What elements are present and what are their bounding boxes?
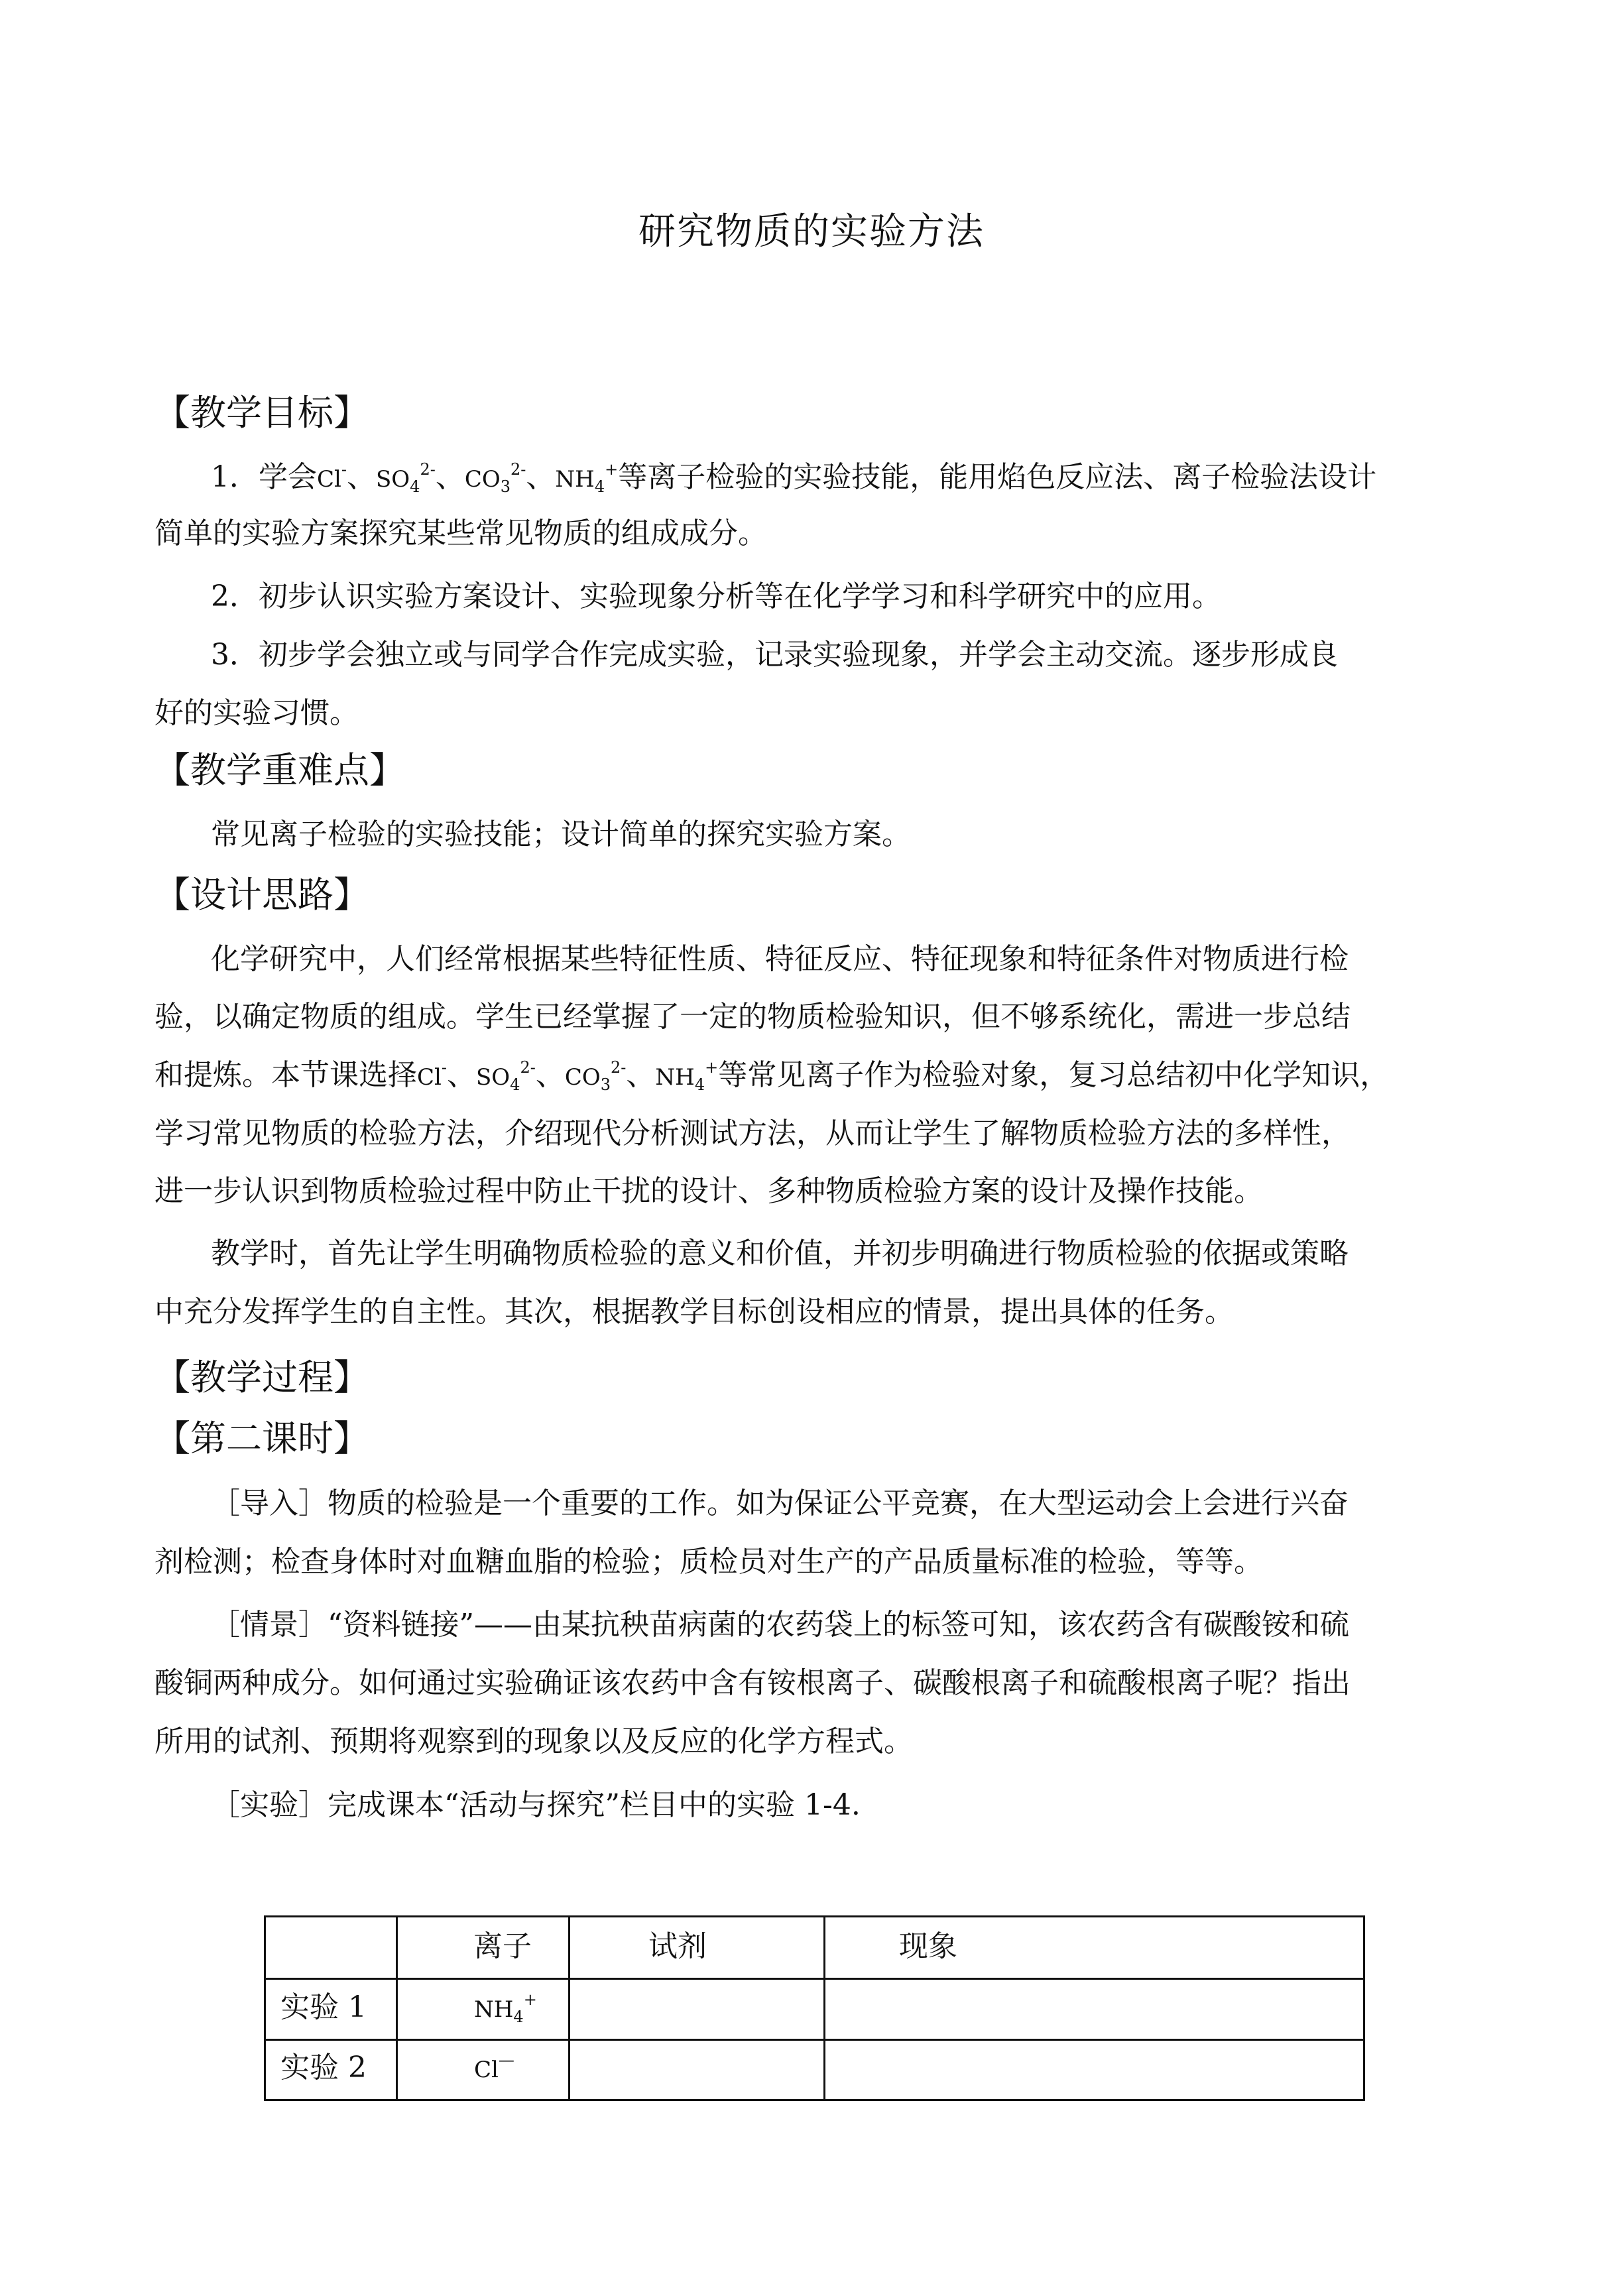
page-title: 研究物质的实验方法 [638,210,985,253]
goal-3-line-2: 好的实验习惯。 [154,696,359,730]
goal-1-line-1: 1．学会Cl-、$SO_4^{2-}$、$CO_3^{2-}$、$NH_4^+$等离子检验的实验技能，能用焰色反应法、离子检验法设计 [211,460,1377,496]
lesson-heading: 【第二课时】 [154,1418,369,1459]
table-row-label: 实验 2 [280,2051,367,2085]
goals-heading: 【教学目标】 [154,392,369,434]
design-p1-line-5: 进一步认识到物质检验过程中防止干扰的设计、多种物质检验方案的设计及操作技能。 [154,1174,1263,1208]
intro-line-2: 剂检测；检查身体时对血糖血脂的检验；质检员对生产的产品质量标准的检验，等等。 [154,1545,1263,1579]
table-row-ion: $NH_4^+$ [474,1990,537,2026]
goal-1-line-2: 简单的实验方案探究某些常见物质的组成成分。 [154,516,767,550]
goal-2: 2．初步认识实验方案设计、实验现象分析等在化学学习和科学研究中的应用。 [211,579,1221,613]
scene-line-2: 酸铜两种成分。如何通过实验确证该农药中含有铵根离子、碳酸根离子和硫酸根离子呢？指出 [154,1666,1351,1700]
table-col-divider [823,1917,825,2099]
goal-3-line-1: 3．初步学会独立或与同学合作完成实验，记录实验现象，并学会主动交流。逐步形成良 [211,638,1338,672]
design-heading: 【设计思路】 [154,874,369,916]
table-row-divider [266,1978,1363,1980]
table-row-divider [266,2039,1363,2041]
keypoints-text: 常见离子检验的实验技能；设计简单的探究实验方案。 [211,817,911,851]
table-row-label: 实验 1 [280,1990,367,2024]
design-p2-line-1: 教学时，首先让学生明确物质检验的意义和价值，并初步明确进行物质检验的依据或策略 [211,1237,1349,1270]
table-header-ion: 离子 [473,1929,532,1963]
table-col-divider [568,1917,570,2099]
experiment-line: ［实验］完成课本“活动与探究”栏目中的实验 1-4. [211,1788,861,1822]
table-col-divider [396,1917,398,2099]
scene-line-1: ［情景］“资料链接”——由某抗秧苗病菌的农药袋上的标签可知，该农药含有碳酸铵和硫 [211,1608,1349,1642]
process-heading: 【教学过程】 [154,1357,369,1398]
table-header-reagent: 试剂 [648,1929,707,1963]
experiment-table [264,1915,1365,2101]
design-p1-line-3: 和提炼。本节课选择Cl-、$SO_4^{2-}$、$CO_3^{2-}$、$NH_4^+$等常见离子作为检验对象，复习总结初中化学知识， [154,1058,1390,1094]
keypoints-heading: 【教学重难点】 [154,749,405,791]
design-p1-line-2: 验，以确定物质的组成。学生已经掌握了一定的物质检验知识，但不够系统化，需进一步总结 [154,1000,1351,1034]
design-p2-line-2: 中充分发挥学生的自主性。其次，根据教学目标创设相应的情景，提出具体的任务。 [154,1295,1234,1329]
design-p1-line-1: 化学研究中，人们经常根据某些特征性质、特征反应、特征现象和特征条件对物质进行检 [211,942,1349,976]
scene-line-3: 所用的试剂、预期将观察到的现象以及反应的化学方程式。 [154,1724,913,1758]
table-row-ion: Cl— [474,2051,514,2083]
table-header-phenomenon: 现象 [899,1929,957,1963]
design-p1-line-4: 学习常见物质的检验方法，介绍现代分析测试方法，从而让学生了解物质检验方法的多样性， [154,1117,1351,1150]
intro-line-1: ［导入］物质的检验是一个重要的工作。如为保证公平竞赛，在大型运动会上会进行兴奋 [211,1486,1349,1520]
